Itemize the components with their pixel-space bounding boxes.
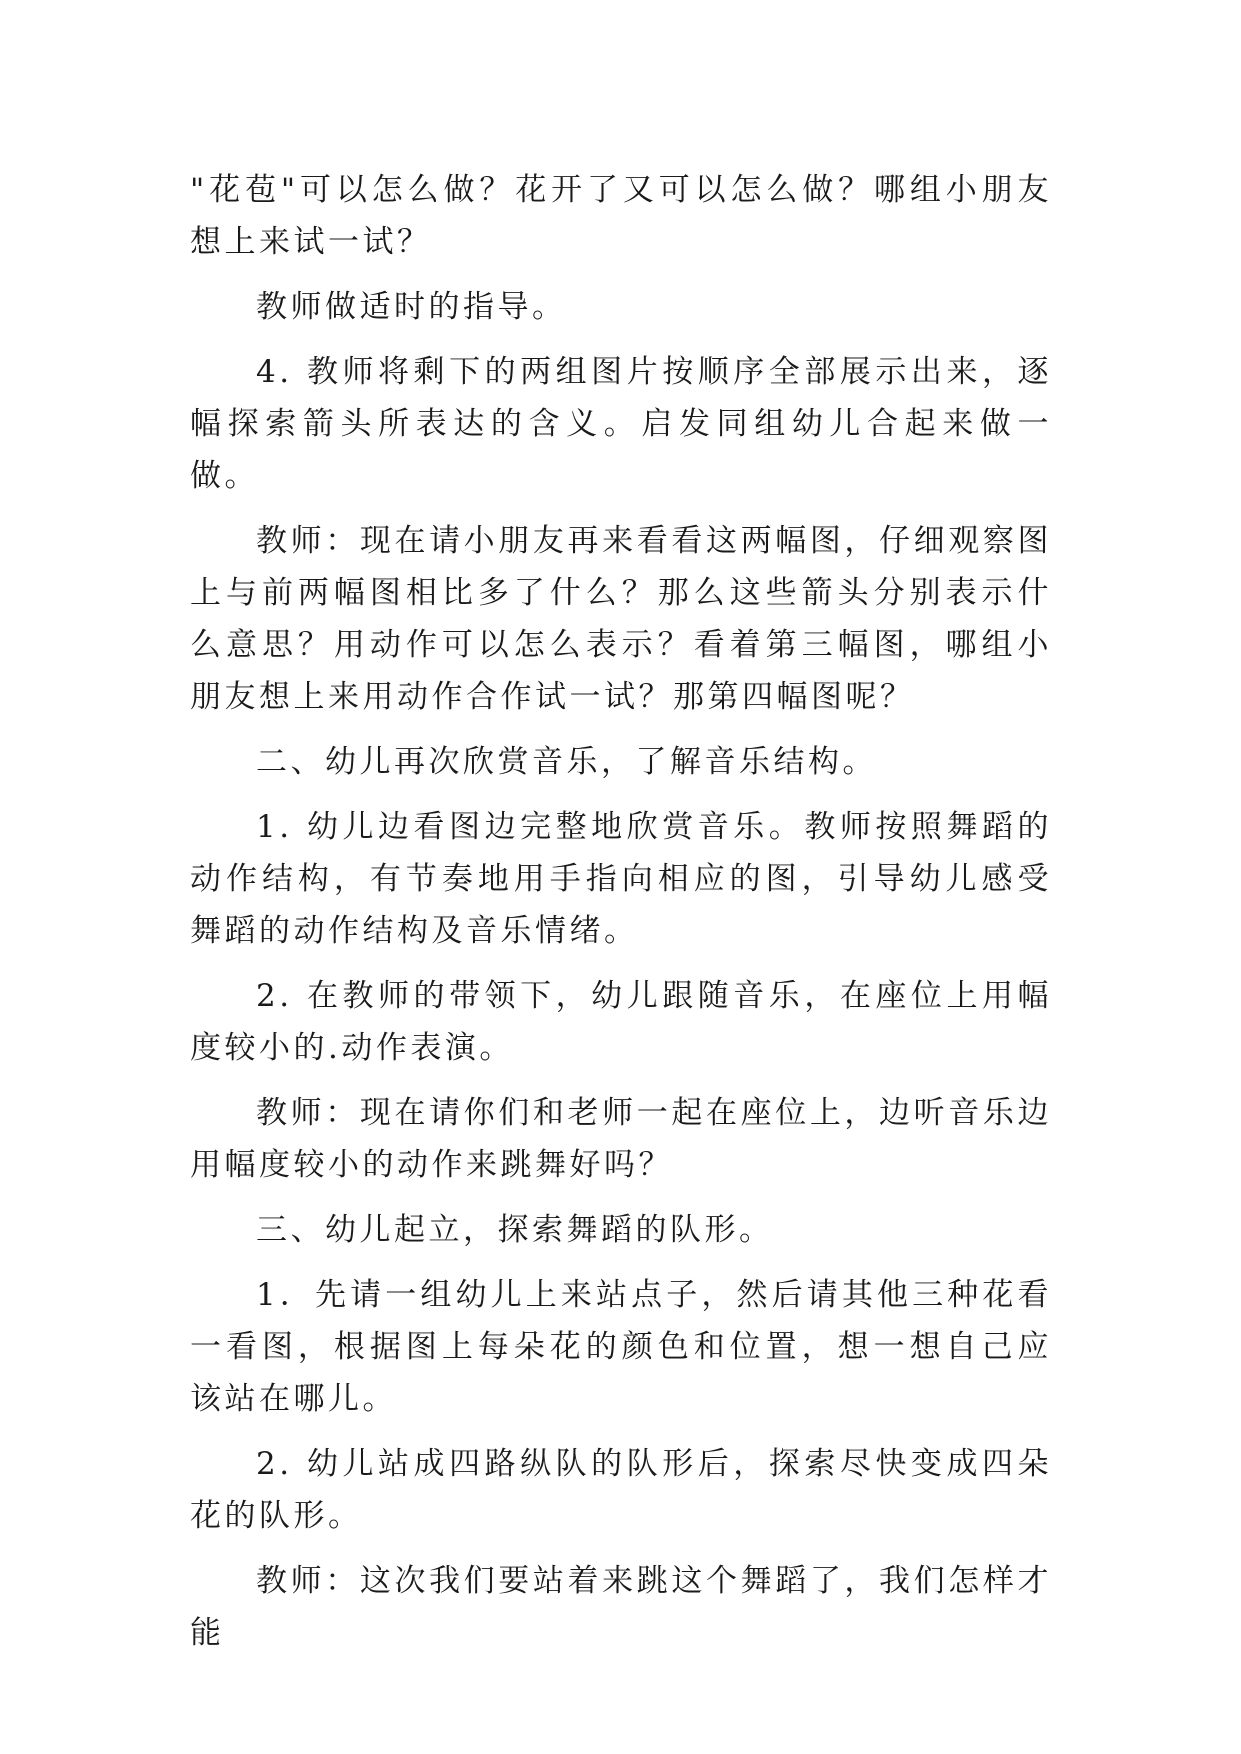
paragraph-11: 2. 幼儿站成四路纵队的队形后，探索尽快变成四朵花的队形。 xyxy=(190,1446,1052,1534)
paragraph-4: 教师：现在请小朋友再来看看这两幅图，仔细观察图上与前两幅图相比多了什么？那么这些箭头分别表示什么意思？用动作可以怎么表示？看着第三幅图，哪组小朋友想上来用动作合作试一试？那第四幅图呢？ xyxy=(190,523,1052,715)
paragraph-7: 2. 在教师的带领下，幼儿跟随音乐，在座位上用幅度较小的.动作表演。 xyxy=(190,978,1052,1066)
paragraph-1: "花苞"可以怎么做？花开了又可以怎么做？哪组小朋友想上来试一试？ xyxy=(190,172,1052,260)
paragraph-3: 4. 教师将剩下的两组图片按顺序全部展示出来，逐幅探索箭头所表达的含义。启发同组幼儿合起来做一做。 xyxy=(190,354,1052,494)
document-page xyxy=(190,164,1052,1672)
paragraph-8: 教师：现在请你们和老师一起在座位上，边听音乐边用幅度较小的动作来跳舞好吗？ xyxy=(190,1095,1052,1183)
paragraph-10: 1．先请一组幼儿上来站点子，然后请其他三种花看一看图，根据图上每朵花的颜色和位置，想一想自己应该站在哪儿。 xyxy=(190,1277,1052,1417)
section-heading-2: 二、幼儿再次欣赏音乐，了解音乐结构。 xyxy=(256,744,877,780)
paragraph-6: 1. 幼儿边看图边完整地欣赏音乐。教师按照舞蹈的动作结构，有节奏地用手指向相应的图，引导幼儿感受舞蹈的动作结构及音乐情绪。 xyxy=(190,809,1052,949)
paragraph-2: 教师做适时的指导。 xyxy=(256,289,567,325)
paragraph-12: 教师：这次我们要站着来跳这个舞蹈了，我们怎样才能 xyxy=(190,1563,1052,1651)
section-heading-3: 三、幼儿起立，探索舞蹈的队形。 xyxy=(256,1212,774,1248)
